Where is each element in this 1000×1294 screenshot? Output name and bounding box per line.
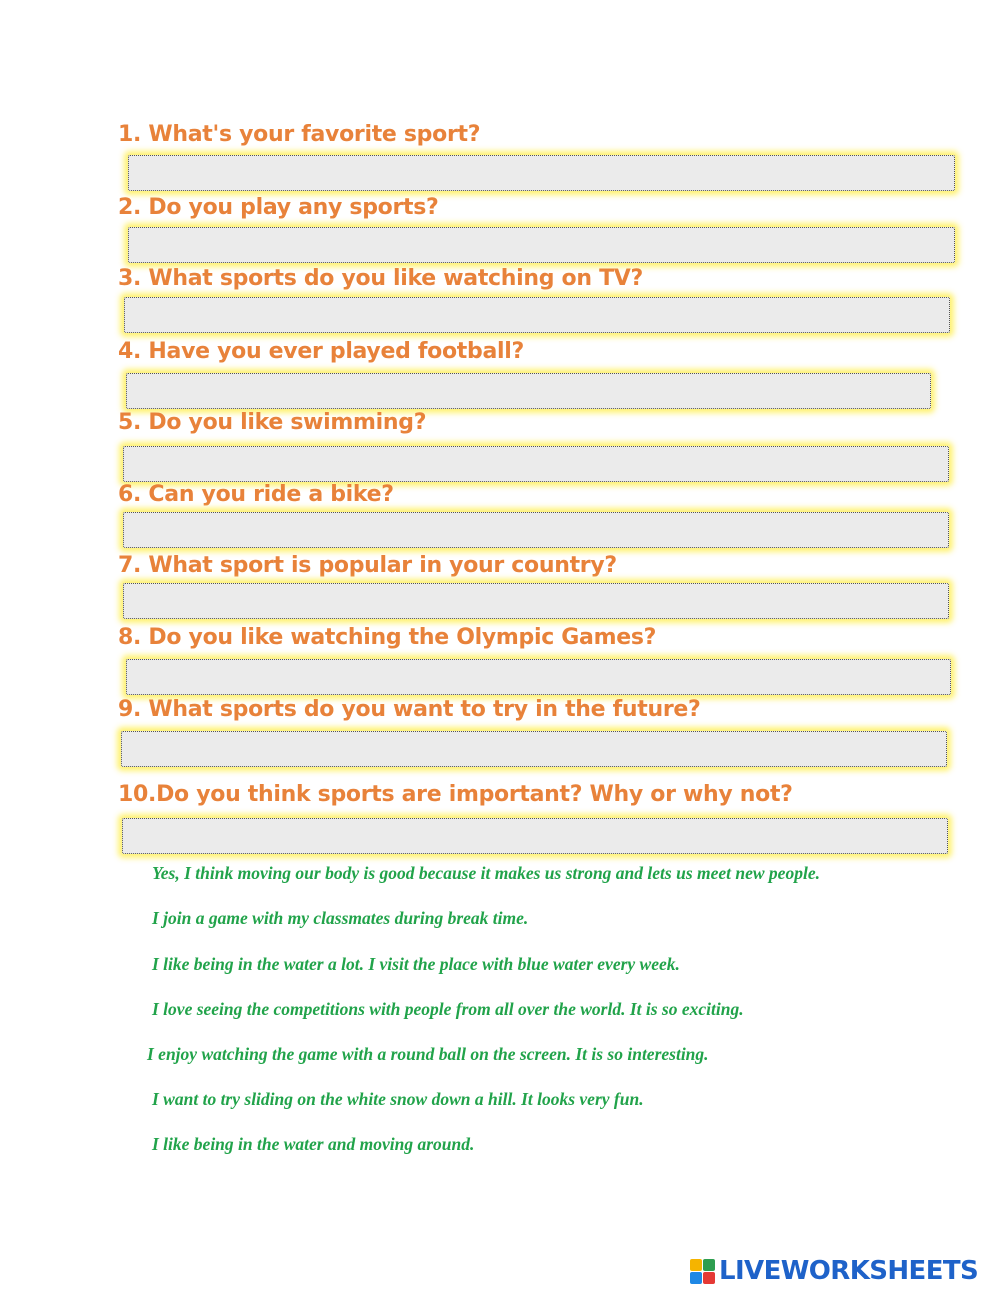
answer-option-5[interactable]: I enjoy watching the game with a round ball on the screen. It is so interesting. xyxy=(147,1044,709,1064)
logo-block-4 xyxy=(703,1272,715,1284)
question-2: 2. Do you play any sports? xyxy=(118,195,439,220)
answer-option-7[interactable]: I like being in the water and moving around. xyxy=(152,1134,475,1154)
question-1: 1. What's your favorite sport? xyxy=(118,122,481,147)
question-7: 7. What sport is popular in your country? xyxy=(118,553,617,578)
logo-block-3 xyxy=(690,1272,702,1284)
question-3: 3. What sports do you like watching on TV? xyxy=(118,266,643,291)
question-5: 5. Do you like swimming? xyxy=(118,410,427,435)
logo-block-1 xyxy=(690,1259,702,1271)
question-8: 8. Do you like watching the Olympic Games? xyxy=(118,625,657,650)
answer-box-10[interactable] xyxy=(122,818,948,854)
answer-box-1[interactable] xyxy=(128,155,955,191)
answer-box-3[interactable] xyxy=(124,297,950,333)
question-9: 9. What sports do you want to try in the future? xyxy=(118,697,701,722)
question-6: 6. Can you ride a bike? xyxy=(118,482,394,507)
answer-option-3[interactable]: I like being in the water a lot. I visit the place with blue water every week. xyxy=(152,954,680,974)
answer-box-6[interactable] xyxy=(123,512,949,548)
logo-text: LIVEWORKSHEETS xyxy=(719,1256,979,1286)
question-4: 4. Have you ever played football? xyxy=(118,339,524,364)
answer-option-6[interactable]: I want to try sliding on the white snow down a hill. It looks very fun. xyxy=(152,1089,644,1109)
answer-box-7[interactable] xyxy=(123,583,949,619)
logo-block-2 xyxy=(703,1259,715,1271)
answer-option-2[interactable]: I join a game with my classmates during break time. xyxy=(152,908,529,928)
answer-option-1[interactable]: Yes, I think moving our body is good because it makes us strong and lets us meet new people. xyxy=(152,863,820,883)
answer-box-2[interactable] xyxy=(128,227,955,263)
liveworksheets-logo xyxy=(690,1256,978,1286)
answer-box-8[interactable] xyxy=(126,659,951,695)
question-10: 10.Do you think sports are important? Why or why not? xyxy=(118,782,793,807)
answer-box-9[interactable] xyxy=(121,731,947,767)
answer-box-5[interactable] xyxy=(123,446,949,482)
answer-box-4[interactable] xyxy=(126,373,931,409)
logo-blocks-icon xyxy=(690,1259,715,1284)
answer-option-4[interactable]: I love seeing the competitions with people from all over the world. It is so exciting. xyxy=(152,999,744,1019)
